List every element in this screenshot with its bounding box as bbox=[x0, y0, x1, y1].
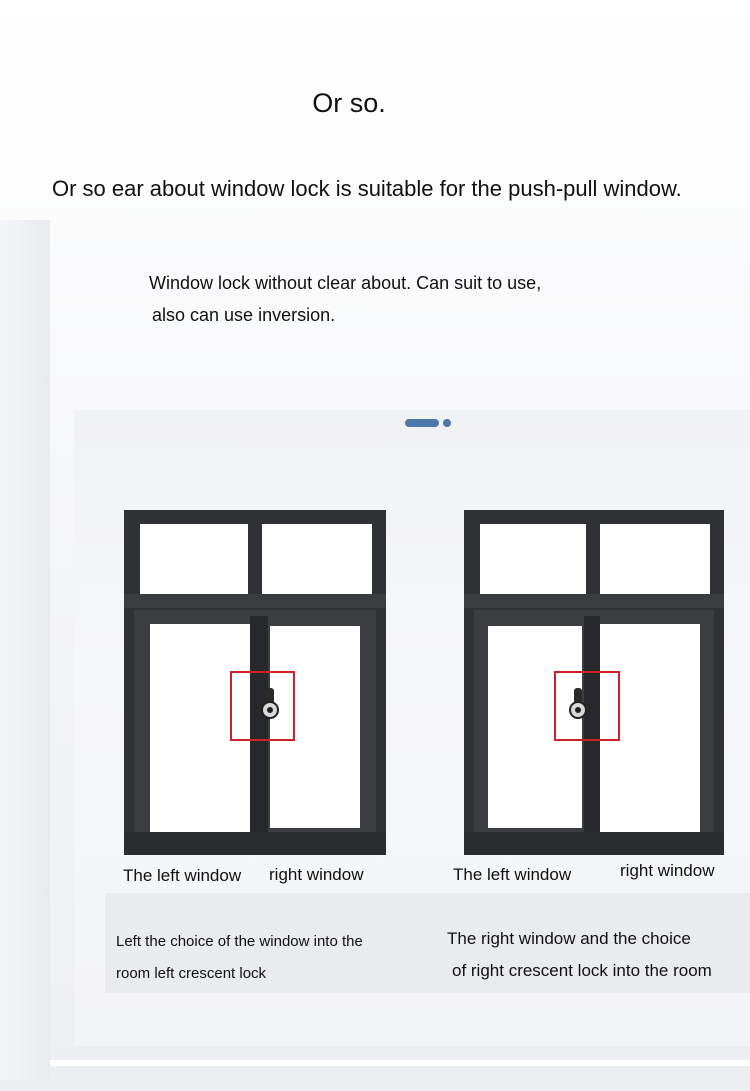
right-illustration-right-caption: right window bbox=[620, 861, 715, 880]
bottom-divider bbox=[50, 1060, 750, 1066]
usage-note-line-1: Window lock without clear about. Can suit to use, bbox=[149, 273, 542, 293]
usage-note bbox=[149, 267, 541, 331]
left-window-illustration bbox=[124, 510, 386, 855]
right-description-line-1: The right window and the choice bbox=[447, 929, 691, 948]
right-illustration-left-caption: The left window bbox=[453, 865, 572, 884]
left-description bbox=[116, 926, 363, 990]
pager-dot[interactable] bbox=[443, 419, 451, 427]
page-title bbox=[0, 88, 750, 119]
left-shade bbox=[0, 220, 50, 1080]
left-description-line-2: room left crescent lock bbox=[116, 965, 267, 982]
left-illustration-left-caption: The left window bbox=[123, 866, 242, 885]
left-description-line-1: Left the choice of the window into the bbox=[116, 933, 363, 950]
subheading: Or so ear about window lock is suitable for the push-pull window. bbox=[52, 176, 682, 201]
right-description-line-2: of right crescent lock into the room bbox=[452, 961, 712, 980]
right-window-illustration bbox=[464, 510, 724, 855]
pager-active-indicator[interactable] bbox=[405, 419, 439, 427]
left-illustration-right-caption: right window bbox=[269, 865, 364, 884]
right-description bbox=[447, 923, 712, 987]
page-title-text: Or so. bbox=[312, 88, 386, 118]
usage-note-line-2: also can use inversion. bbox=[152, 305, 336, 325]
